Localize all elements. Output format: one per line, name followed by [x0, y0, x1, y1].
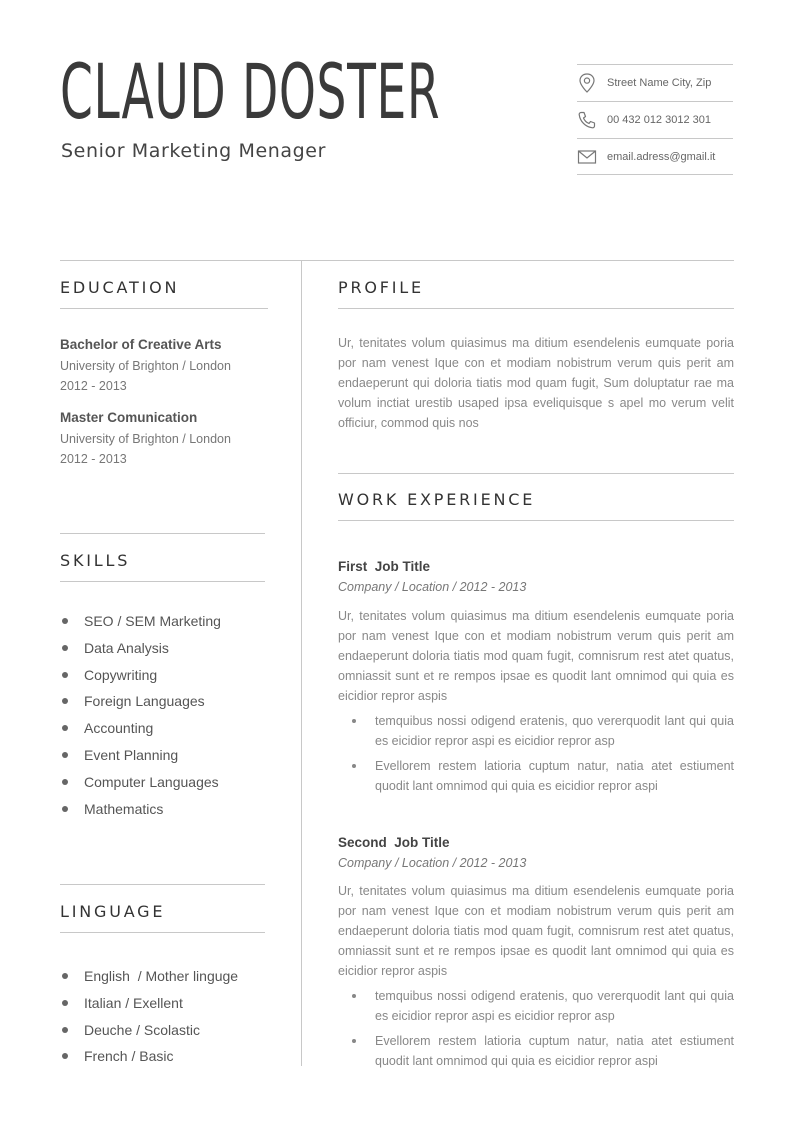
skill-label: Event Planning [84, 746, 179, 763]
job-company: Company / Location / 2012 - 2013 [338, 856, 527, 870]
list-item [62, 745, 221, 772]
list-item [62, 638, 221, 665]
experience-topline [338, 473, 734, 474]
bullet-text: temquibus nossi odigend eratenis, quo vererquodit lant qui quia es eicidior repror aspi es eicidior repror asp [375, 989, 734, 1023]
bullet-dot [62, 725, 68, 731]
skill-label: Accounting [84, 720, 154, 737]
profile-underline [338, 308, 734, 309]
contact-phone [577, 101, 733, 138]
phone-icon [577, 109, 601, 131]
list-item [62, 691, 221, 718]
contact-block [577, 64, 733, 175]
list-item [62, 665, 221, 692]
job-description: Ur, tenitates volum quiasimus ma ditium esendelenis eumquate poria por nam venest Ique con et modiam nobistrum verum quis perit am endaeperunt doloria tiatis mod quam fugit, comnisrum rest atet quatus, omniassit sunt et re rempos ipsae es quodit lant omnimod qui quia es eicidior repror aspis [338, 609, 734, 703]
bullet-dot [62, 752, 68, 758]
envelope-icon [577, 146, 601, 168]
profile-heading: PROFILE [338, 278, 424, 297]
bullet-dot [62, 806, 68, 812]
degree: Bachelor of Creative Arts [60, 337, 222, 352]
language-label: English / Mother linguge [84, 968, 239, 984]
education-heading: EDUCATION [60, 278, 180, 297]
school: University of Brighton / London [60, 432, 231, 446]
degree: Master Comunication [60, 410, 198, 425]
skill-label: Foreign Languages [84, 693, 205, 710]
address-text: Street Name City, Zip [607, 77, 712, 89]
location-pin-icon [577, 72, 601, 94]
job-company: Company / Location / 2012 - 2013 [338, 580, 527, 594]
profile-text: Ur, tenitates volum quiasimus ma ditium esendelenis eumquate poria por nam venest Ique con et modiam nobistrum verum quis perit am endaeperunt qui doloria tiatis mod quam fugit, Sum doluptatur rae ma volum inctiat urestib usaped ipsa eveliquisque s apel mo verum velit officiur, commod quis nos [338, 336, 734, 430]
bullet-dot [352, 994, 356, 998]
job-title: First Job Title [338, 559, 431, 574]
bullet-dot [352, 719, 356, 723]
bullet-dot [352, 764, 356, 768]
bullet-dot [62, 1053, 68, 1059]
bullet-dot [62, 1000, 68, 1006]
list-item [352, 756, 734, 796]
years: 2012 - 2013 [60, 379, 127, 393]
job-bullets [352, 711, 734, 801]
bullet-dot [62, 672, 68, 678]
school: University of Brighton / London [60, 359, 231, 373]
skill-label: Mathematics [84, 800, 164, 817]
education-item [60, 409, 270, 469]
language-label: Deuche / Scolastic [84, 1021, 200, 1038]
bullet-text: Evellorem restem latioria cuptum natur, natia atet estiument quodit lant omnimod qui quia es eicidior repror aspi [375, 1034, 734, 1068]
phone-text: 00 432 012 3012 301 [607, 114, 711, 126]
job-title-subtitle: Senior Marketing Menager [61, 140, 327, 162]
experience-underline [338, 520, 734, 521]
list-item [352, 711, 734, 751]
skills-topline [60, 533, 265, 534]
skills-heading: SKILLS [60, 551, 131, 570]
resume-name: CLAUD DOSTER [60, 47, 441, 136]
language-underline [60, 932, 265, 933]
header-divider [60, 260, 734, 261]
job-description: Ur, tenitates volum quiasimus ma ditium esendelenis eumquate poria por nam venest Ique con et modiam nobistrum verum quis perit am endaeperunt doloria tiatis mod quam fugit, comnisrum rest atet quatus, omniassit sunt et re rempos ipsae es quodit lant omnimod qui quia es eicidior repror aspis [338, 884, 734, 978]
bullet-dot [62, 779, 68, 785]
skill-label: SEO / SEM Marketing [84, 613, 221, 629]
job-title: Second Job Title [338, 835, 450, 850]
contact-email [577, 138, 733, 175]
language-label: Italian / Exellent [84, 994, 183, 1011]
skills-list [62, 611, 221, 825]
list-item [62, 1046, 238, 1073]
language-list [62, 966, 238, 1073]
list-item [62, 1020, 238, 1047]
list-item [62, 611, 221, 638]
language-label: French / Basic [84, 1048, 174, 1065]
bullet-dot [62, 973, 68, 979]
experience-heading: WORK EXPERIENCE [338, 490, 536, 509]
bullet-dot [62, 645, 68, 651]
list-item [62, 772, 221, 799]
bullet-text: Evellorem restem latioria cuptum natur, natia atet estiument quodit lant omnimod qui quia es eicidior repror aspi [375, 759, 734, 793]
bullet-dot [62, 618, 68, 624]
language-topline [60, 884, 265, 885]
skill-label: Computer Languages [84, 773, 219, 790]
skills-underline [60, 581, 265, 582]
skill-label: Data Analysis [84, 639, 169, 656]
email-text: email.adress@gmail.it [607, 150, 716, 163]
column-divider [301, 260, 302, 1066]
bullet-text: temquibus nossi odigend eratenis, quo vererquodit lant qui quia es eicidior repror aspi es eicidior repror asp [375, 714, 734, 748]
education-underline [60, 308, 268, 309]
bullet-dot [62, 698, 68, 704]
skill-label: Copywriting [84, 666, 158, 683]
bullet-dot [62, 1027, 68, 1033]
list-item [62, 966, 238, 993]
list-item [352, 986, 734, 1026]
bullet-dot [352, 1039, 356, 1043]
list-item [62, 799, 221, 826]
list-item [62, 993, 238, 1020]
job-bullets [352, 986, 734, 1076]
education-item [60, 336, 270, 396]
contact-address [577, 64, 733, 101]
list-item [352, 1031, 734, 1071]
list-item [62, 718, 221, 745]
years: 2012 - 2013 [60, 452, 127, 466]
language-heading: LINGUAGE [60, 902, 166, 921]
